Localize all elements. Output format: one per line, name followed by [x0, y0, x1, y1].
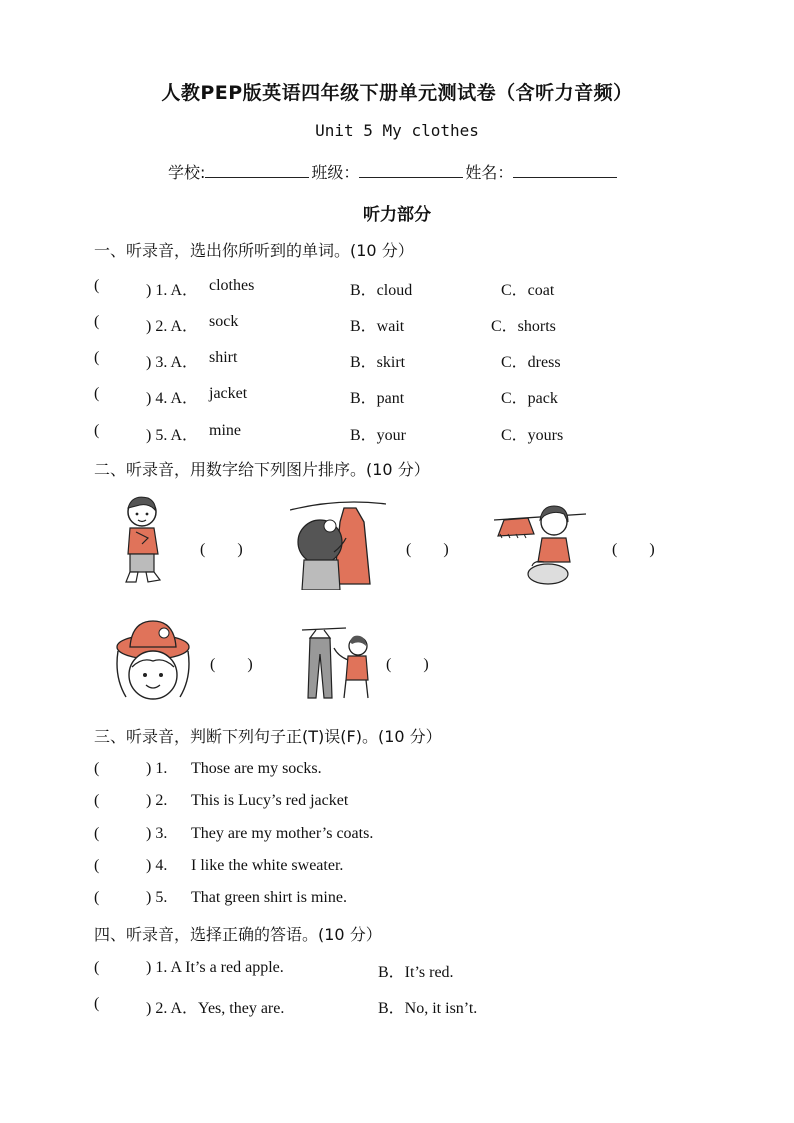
- answer-paren[interactable]: (: [94, 277, 100, 294]
- part4-option-a: ) 2. A．Yes, they are.: [146, 1000, 285, 1017]
- part1-number: ) 4. A．: [146, 390, 199, 407]
- part3-sentence: That green shirt is mine.: [191, 889, 347, 906]
- answer-paren[interactable]: (: [94, 792, 100, 809]
- answer-paren[interactable]: (: [94, 959, 100, 976]
- answer-paren[interactable]: (: [94, 385, 100, 402]
- part3-number: ) 5.: [146, 889, 168, 906]
- part1-option-a: shirt: [209, 349, 238, 366]
- part3-sentence: They are my mother’s coats.: [191, 825, 374, 842]
- part1-option-a: mine: [209, 422, 241, 439]
- part1-option-a: jacket: [209, 385, 248, 402]
- kid-hat-picture: [112, 617, 194, 709]
- part1-option-c: C．coat: [501, 282, 555, 299]
- part3-number: ) 1.: [146, 760, 168, 777]
- boy-shirt-picture: [118, 492, 174, 586]
- order-paren-1[interactable]: ( ): [200, 541, 243, 558]
- class-label: 班级：: [311, 163, 360, 182]
- part4-option-b: B．It’s red.: [378, 964, 454, 981]
- part1-option-b: B．cloud: [350, 282, 413, 299]
- part1-option-a: sock: [209, 313, 239, 330]
- girl-dress-picture: [290, 494, 386, 590]
- answer-paren[interactable]: (: [94, 313, 100, 330]
- answer-paren[interactable]: (: [94, 995, 100, 1012]
- part1-option-c: C．pack: [501, 390, 558, 407]
- part1-option-b: B．wait: [350, 318, 405, 335]
- name-blank[interactable]: [513, 163, 617, 178]
- answer-paren[interactable]: (: [94, 889, 100, 906]
- part1-number: ) 2. A．: [146, 318, 199, 335]
- part3-sentence: This is Lucy’s red jacket: [191, 792, 349, 809]
- girl-skirt-picture: [494, 500, 586, 590]
- answer-paren[interactable]: (: [94, 760, 100, 777]
- part3-number: ) 3.: [146, 825, 168, 842]
- section-4-heading: 四、听录音，选择正确的答语。(10 分）: [94, 925, 382, 944]
- answer-paren[interactable]: (: [94, 825, 100, 842]
- order-paren-2[interactable]: ( ): [406, 541, 449, 558]
- listening-heading: 听力部分: [363, 205, 431, 225]
- order-paren-5[interactable]: ( ): [386, 656, 429, 673]
- student-info: [168, 160, 619, 183]
- order-paren-4[interactable]: ( ): [210, 656, 253, 673]
- part1-option-b: B．skirt: [350, 354, 406, 371]
- school-label: 学校:: [168, 163, 206, 182]
- order-paren-3[interactable]: ( ): [612, 541, 655, 558]
- part3-sentence: Those are my socks.: [191, 760, 322, 777]
- part3-sentence: I like the white sweater.: [191, 857, 344, 874]
- name-label: 姓名：: [465, 163, 514, 182]
- part1-option-b: B．pant: [350, 390, 405, 407]
- school-blank[interactable]: [205, 163, 309, 178]
- boy-pants-picture: [296, 624, 374, 702]
- answer-paren[interactable]: (: [94, 422, 100, 439]
- part1-option-b: B．your: [350, 427, 407, 444]
- section-3-heading: 三、听录音，判断下列句子正(T)误(F)。(10 分）: [94, 727, 442, 746]
- page-title: 人教PEP版英语四年级下册单元测试卷（含听力音频）: [161, 82, 633, 104]
- part1-option-c: C．dress: [501, 354, 561, 371]
- part4-option-b: B．No, it isn’t.: [378, 1000, 478, 1017]
- part1-number: ) 5. A．: [146, 427, 199, 444]
- part3-number: ) 4.: [146, 857, 168, 874]
- part1-option-c: C．shorts: [491, 318, 556, 335]
- part4-option-a: ) 1. A It’s a red apple.: [146, 959, 284, 976]
- section-2-heading: 二、听录音，用数字给下列图片排序。(10 分）: [94, 460, 430, 479]
- part1-number: ) 3. A．: [146, 354, 199, 371]
- unit-subtitle: Unit 5 My clothes: [315, 121, 479, 140]
- answer-paren[interactable]: (: [94, 857, 100, 874]
- section-1-heading: 一、听录音，选出你所听到的单词。(10 分）: [94, 241, 414, 260]
- part1-number: ) 1. A．: [146, 282, 199, 299]
- part1-option-c: C．yours: [501, 427, 564, 444]
- class-blank[interactable]: [359, 163, 463, 178]
- part3-number: ) 2.: [146, 792, 168, 809]
- part1-option-a: clothes: [209, 277, 255, 294]
- answer-paren[interactable]: (: [94, 349, 100, 366]
